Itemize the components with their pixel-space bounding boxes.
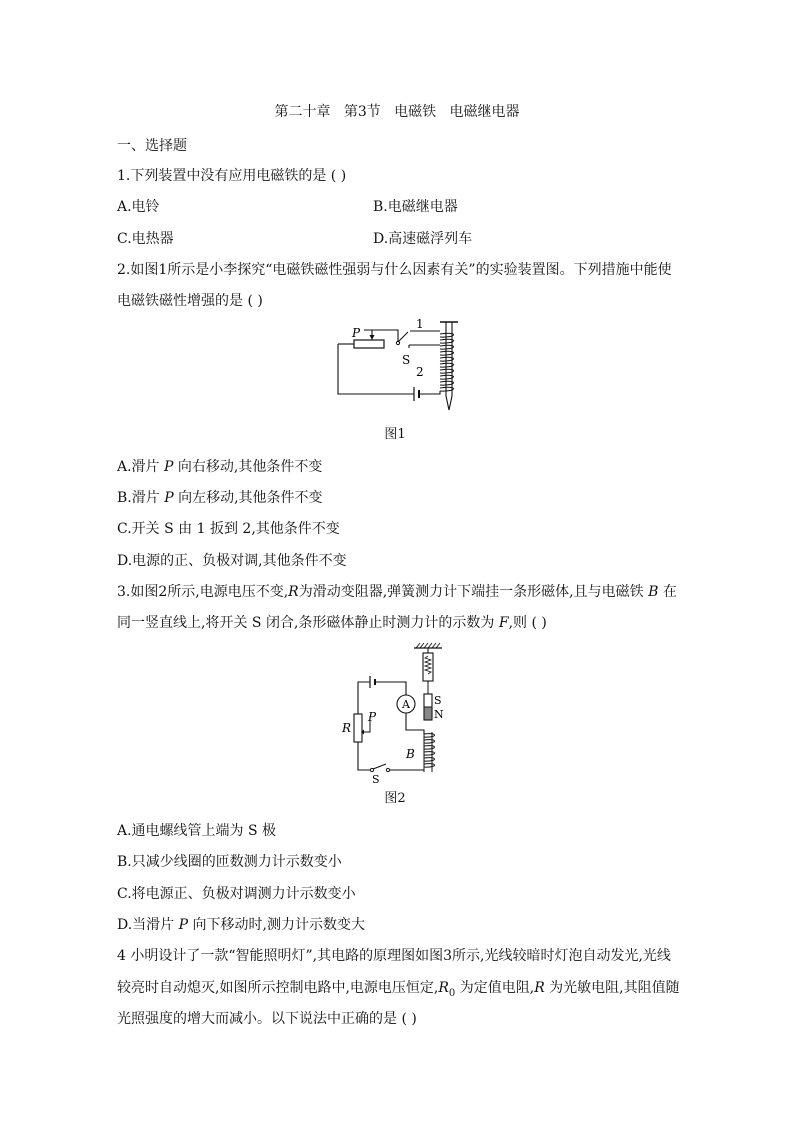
rheostat-body	[354, 340, 384, 348]
q1-option-c[interactable]: C.电热器	[117, 231, 174, 247]
figure-1-caption: 图1	[384, 427, 406, 442]
rheostat-r	[354, 714, 362, 742]
q2-option-b-var: P	[164, 490, 174, 506]
q2-option-b-text: 向左移动,其他条件不变	[173, 490, 323, 506]
q2-stem-line1: 2.如图1所示是小李探究“电磁铁磁性强弱与什么因素有关”的实验装置图。下列措施中能使	[117, 262, 672, 278]
switch-blade	[398, 332, 408, 342]
fig2-label-p: P	[368, 710, 377, 724]
q4-line2-b: 为定值电阻,	[455, 980, 535, 996]
q4-stem-line3: 光照强度的增大而减小。以下说法中正确的是 ( )	[117, 1011, 417, 1027]
fig2-label-magnet-s: S	[434, 694, 442, 707]
figure-2-circuit	[340, 640, 450, 785]
q3-stem-line2	[117, 613, 547, 633]
q2-option-b-prefix: B.滑片	[117, 490, 165, 506]
q3-option-c[interactable]: C.将电源正、负极对调测力计示数变小	[117, 886, 356, 902]
fig1-label-p: P	[352, 326, 361, 340]
fig2-label-b: B	[406, 747, 415, 761]
q1-option-d[interactable]: D.高速磁浮列车	[373, 231, 473, 247]
q2-option-a-prefix: A.滑片	[117, 459, 165, 475]
q2-option-c[interactable]: C.开关 S 由 1 扳到 2,其他条件不变	[117, 521, 340, 537]
q3-stem2-var-f: F	[498, 615, 509, 631]
q3-option-d-var: P	[178, 917, 189, 933]
fig2-label-r: R	[342, 721, 352, 735]
q2-option-b[interactable]	[117, 488, 323, 508]
q4-stem-line2	[117, 978, 680, 1004]
q3-stem2-a: 同一竖直线上,将开关 S 闭合,条形磁体静止时测力计的示数为	[117, 615, 499, 631]
q3-stem1-a: 3.如图2所示,电源电压不变,	[117, 584, 289, 600]
q4-var-r0-sub: 0	[448, 987, 456, 999]
fig2-label-magnet-n: N	[434, 708, 444, 721]
q3-option-d-text: 向下移动时,测力计示数变大	[188, 917, 365, 933]
q4-var-r0: R	[438, 980, 449, 996]
q2-option-d[interactable]: D.电源的正、负极对调,其他条件不变	[117, 553, 347, 569]
q2-option-a-var: P	[164, 459, 174, 475]
q1-option-b[interactable]: B.电磁继电器	[373, 199, 458, 215]
page-title: 第二十章 第3节 电磁铁 电磁继电器	[274, 104, 520, 120]
fig1-label-s: S	[402, 353, 411, 367]
fig2-label-switch: S	[372, 773, 380, 785]
q3-option-d-prefix: D.当滑片	[117, 917, 179, 933]
q3-stem-line1	[117, 582, 677, 602]
fig1-label-1: 1	[416, 318, 424, 331]
fig1-label-2: 2	[416, 365, 424, 379]
q3-stem1-c: 在	[658, 584, 677, 600]
electromagnet-coil	[424, 734, 435, 768]
q3-stem1-var-b: B	[648, 584, 659, 600]
q4-stem-line1: 4 小明设计了一款“智能照明灯”,其电路的原理图如图3所示,光线较暗时灯泡自动发光,光线	[117, 948, 671, 964]
fig2-label-a: A	[402, 698, 410, 711]
switch-s	[373, 764, 386, 769]
q3-option-b[interactable]: B.只减少线圈的匝数测力计示数变小	[117, 854, 342, 870]
q1-stem: 1.下列装置中没有应用电磁铁的是 ( )	[117, 168, 347, 184]
q3-stem1-var-r: R	[288, 584, 299, 600]
q2-option-a[interactable]	[117, 457, 322, 477]
figure-2-caption: 图2	[384, 791, 406, 806]
q2-option-a-text: 向右移动,其他条件不变	[173, 459, 323, 475]
q3-stem2-b: ,则 ( )	[508, 615, 547, 631]
q4-var-r: R	[534, 980, 545, 996]
q3-option-a[interactable]: A.通电螺线管上端为 S 极	[117, 823, 277, 839]
q4-line2-c: 为光敏电阻,其阻值随	[544, 980, 680, 996]
q2-stem-line2: 电磁铁磁性增强的是 ( )	[117, 293, 263, 309]
q3-option-d[interactable]	[117, 915, 365, 935]
q3-stem1-b: 为滑动变阻器,弹簧测力计下端挂一条形磁体,且与电磁铁	[298, 584, 649, 600]
q4-line2-a: 较亮时自动熄灭,如图所示控制电路中,电源电压恒定,	[117, 980, 439, 996]
section-heading: 一、选择题	[117, 138, 187, 154]
q1-option-a[interactable]: A.电铃	[117, 199, 160, 215]
figure-1-circuit	[330, 318, 470, 418]
